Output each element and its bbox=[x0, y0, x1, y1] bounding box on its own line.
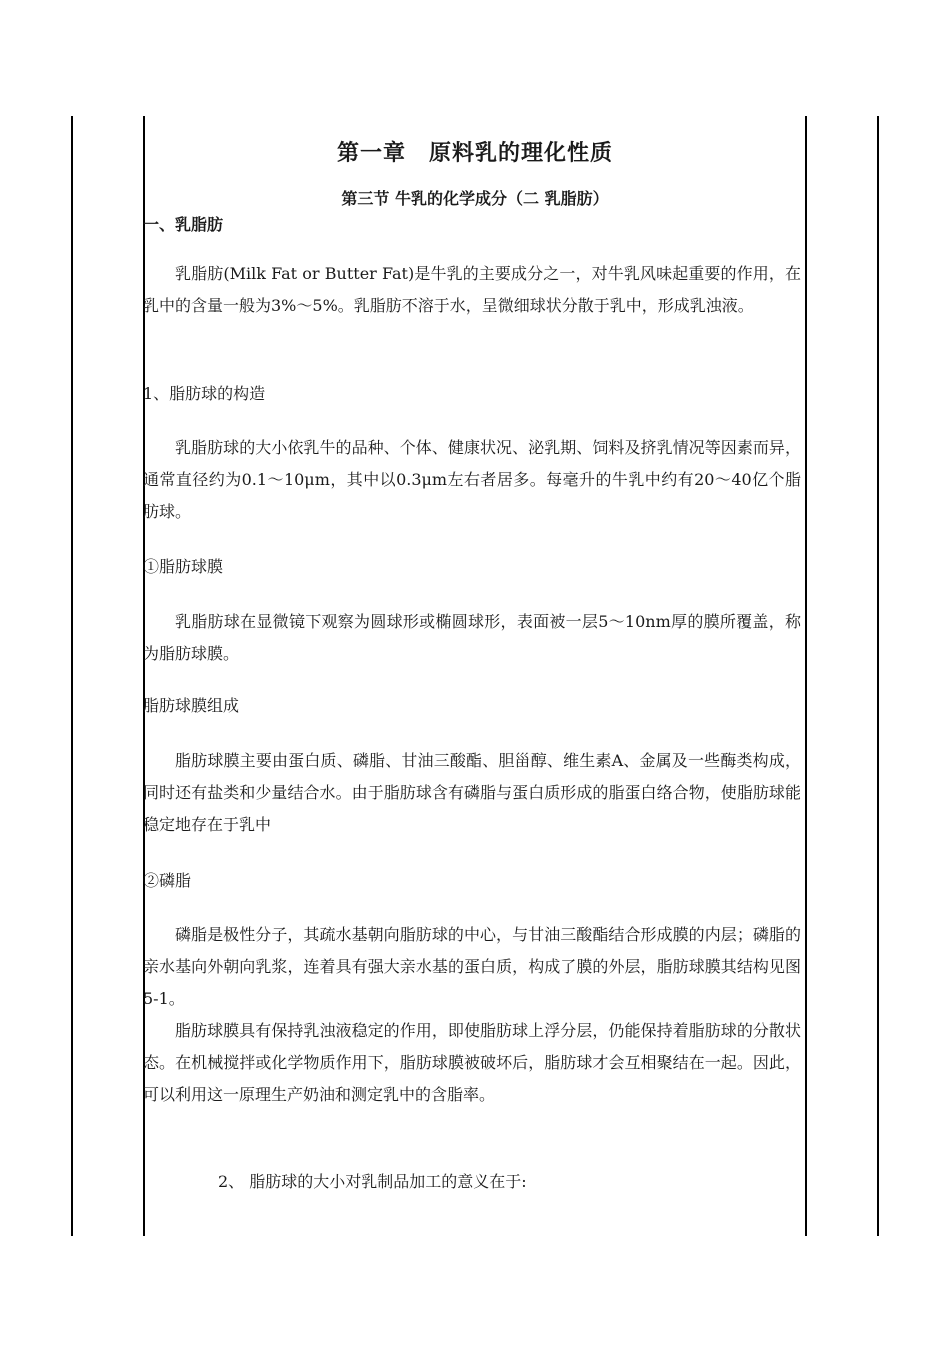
subheading-size-significance: 2、 脂肪球的大小对乳制品加工的意义在于: bbox=[218, 1172, 527, 1191]
section-title: 第三节 牛乳的化学成分（二 乳脂肪） bbox=[341, 189, 609, 208]
paragraph-intro: 乳脂肪(Milk Fat or Butter Fat)是牛乳的主要成分之一，对牛乳风味起重要的作用，在乳中的含量一般为3%～5%。乳脂肪不溶于水，呈微细球状分散于乳中，形成乳浊液。 bbox=[143, 264, 801, 315]
paragraph-phospholipid: 磷脂是极性分子，其疏水基朝向脂肪球的中心，与甘油三酸酯结合形成膜的内层；磷脂的亲水基向外朝向乳浆，连着具有强大亲水基的蛋白质，构成了膜的外层，脂肪球膜其结构见图5-1。 bbox=[143, 925, 801, 1008]
subheading-membrane: ①脂肪球膜 bbox=[143, 557, 224, 576]
table-border-right-outer bbox=[877, 116, 879, 1236]
table-border-right-inner bbox=[805, 116, 807, 1236]
subheading-membrane-composition: 脂肪球膜组成 bbox=[143, 696, 240, 715]
paragraph-membrane-composition: 脂肪球膜主要由蛋白质、磷脂、甘油三酸酯、胆甾醇、维生素A、金属及一些酶类构成，同时还有盐类和少量结合水。由于脂肪球含有磷脂与蛋白质形成的脂蛋白络合物，使脂肪球能稳定地存在于乳中 bbox=[143, 751, 801, 834]
subheading-fat-globule-structure: 1、脂肪球的构造 bbox=[143, 384, 266, 403]
heading-milk-fat: 一、乳脂肪 bbox=[143, 215, 224, 234]
paragraph-fat-globule-size: 乳脂肪球的大小依乳牛的品种、个体、健康状况、泌乳期、饲料及挤乳情况等因素而异，通常直径约为0.1～10μm，其中以0.3μm左右者居多。每毫升的牛乳中约有20～40亿个脂肪球。 bbox=[143, 438, 801, 521]
paragraph-emulsion-stability: 脂肪球膜具有保持乳浊液稳定的作用，即使脂肪球上浮分层，仍能保持着脂肪球的分散状态。在机械搅拌或化学物质作用下，脂肪球膜被破坏后，脂肪球才会互相聚结在一起。因此，可以利用这一原理生产奶油和测定乳中的含脂率。 bbox=[143, 1021, 801, 1104]
chapter-title: 第一章 原料乳的理化性质 bbox=[336, 141, 613, 166]
paragraph-membrane: 乳脂肪球在显微镜下观察为圆球形或椭圆球形，表面被一层5～10nm厚的膜所覆盖，称为脂肪球膜。 bbox=[143, 612, 801, 663]
table-border-left-outer bbox=[71, 116, 73, 1236]
subheading-phospholipid: ②磷脂 bbox=[143, 871, 192, 890]
